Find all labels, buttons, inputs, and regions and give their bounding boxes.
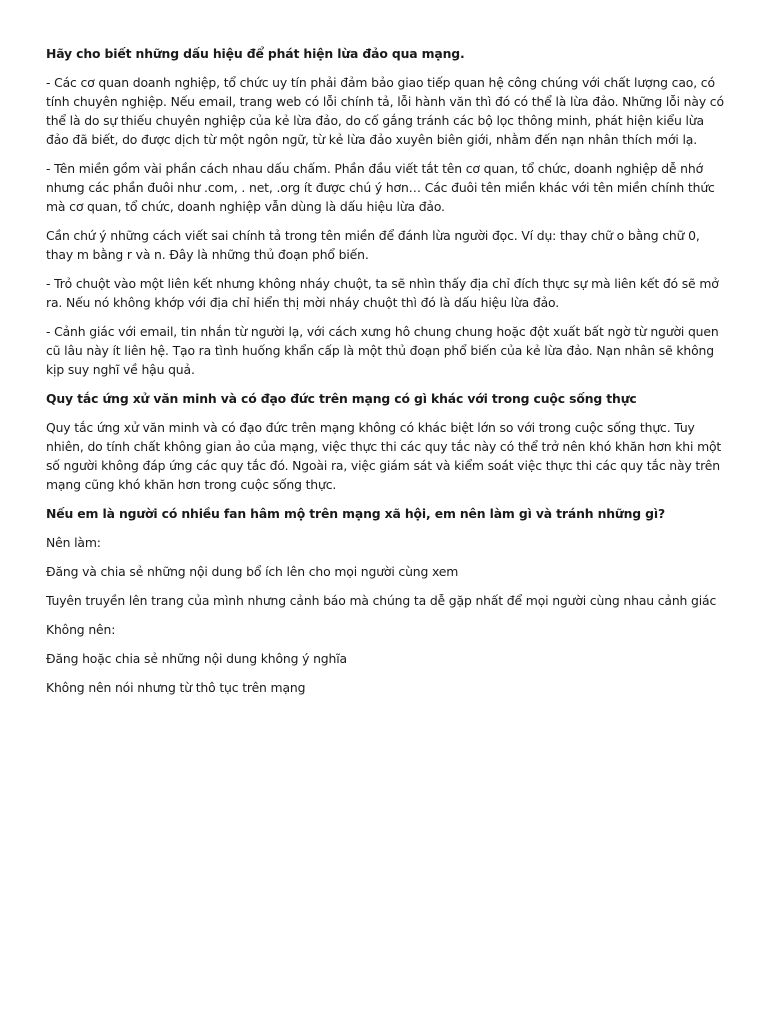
item-not-meaningless: Đăng hoặc chia sẻ những nội dung không ý nghĩa bbox=[46, 651, 347, 666]
paragraph-online-conduct: Quy tắc ứng xử văn minh và có đạo đức trên mạng không có khác biệt lớn so với trong cuộc sống thực. Tuy nhiên, do tính chất không gian ảo của mạng, việc thực thi các quy tắc này có thể trở nên khó khăn hơn khi một số người không đáp ứng các quy tắc đó. Ngoài ra, việc giám sát và kiểm soát việc thực thi các quy tắc này trên mạng cũng khó khăn hơn trong cuộc sống thực. bbox=[46, 420, 722, 492]
item-should-share-useful: Đăng và chia sẻ những nội dung bổ ích lên cho mọi người cùng xem bbox=[46, 564, 459, 579]
heading-fraud-signs: Hãy cho biết những dấu hiệu để phát hiện lừa đảo qua mạng. bbox=[46, 46, 465, 61]
paragraph-hover-link: - Trỏ chuột vào một liên kết nhưng không nháy chuột, ta sẽ nhìn thấy địa chỉ đích thực sự mà liên kết đó sẽ mở ra. Nếu nó không khớp với địa chỉ hiển thị mời nháy chuột thì đó là dấu hiệu lừa đảo. bbox=[46, 276, 719, 310]
paragraph-stranger-caution: - Cảnh giác với email, tin nhắn từ người lạ, với cách xưng hô chung chung hoặc đột xuất bất ngờ từ người quen cũ lâu này ít liên hệ. Tạo ra tình huống khẩn cấp là một thủ đoạn phổ biến của kẻ lừa đảo. Nạn nhân sẽ không kịp suy nghĩ về hậu quả. bbox=[46, 324, 719, 377]
document-page bbox=[46, 44, 726, 707]
paragraph-misspelling: Cần chứ ý những cách viết sai chính tả trong tên miền để đánh lừa người đọc. Ví dụ: thay chữ o bằng chữ 0, thay m bằng r và n. Đây là những thủ đoạn phổ biến. bbox=[46, 228, 700, 262]
label-should-not: Không nên: bbox=[46, 622, 116, 637]
heading-online-conduct: Quy tắc ứng xử văn minh và có đạo đức trên mạng có gì khác với trong cuộc sống thực bbox=[46, 391, 637, 406]
item-not-vulgar: Không nên nói nhưng từ thô tục trên mạng bbox=[46, 680, 306, 695]
label-should-do: Nên làm: bbox=[46, 535, 101, 550]
paragraph-professionalism: - Các cơ quan doanh nghiệp, tổ chức uy tín phải đảm bảo giao tiếp quan hệ công chúng với chất lượng cao, có tính chuyên nghiệp. Nếu email, trang web có lỗi chính tả, lỗi hành văn thì đó có thể là lừa đảo. Những lỗi này có thể là do sự thiếu chuyên nghiệp của kẻ lừa đảo, do cố gắng tránh các bộ lọc thông minh, phát hiện kiểu lừa đảo đã biết, do được dịch từ một ngôn ngữ, từ kẻ lừa đảo xuyên biên giới, nhằm đến nạn nhân thích mới lạ. bbox=[46, 75, 724, 147]
heading-many-fans: Nếu em là người có nhiều fan hâm mộ trên mạng xã hội, em nên làm gì và tránh những gì? bbox=[46, 506, 666, 521]
item-should-warn: Tuyên truyền lên trang của mình nhưng cảnh báo mà chúng ta dễ gặp nhất để mọi người cùng nhau cảnh giác bbox=[46, 593, 717, 608]
paragraph-domain-parts: - Tên miền gồm vài phần cách nhau dấu chấm. Phần đầu viết tắt tên cơ quan, tổ chức, doanh nghiệp dễ nhớ nhưng các phần đuôi như .com, . net, .org ít được chú ý hơn… Các đuôi tên miền khác với tên miền chính thức mà cơ quan, tổ chức, doanh nghiệp vẫn dùng là dấu hiệu lừa đảo. bbox=[46, 161, 715, 214]
